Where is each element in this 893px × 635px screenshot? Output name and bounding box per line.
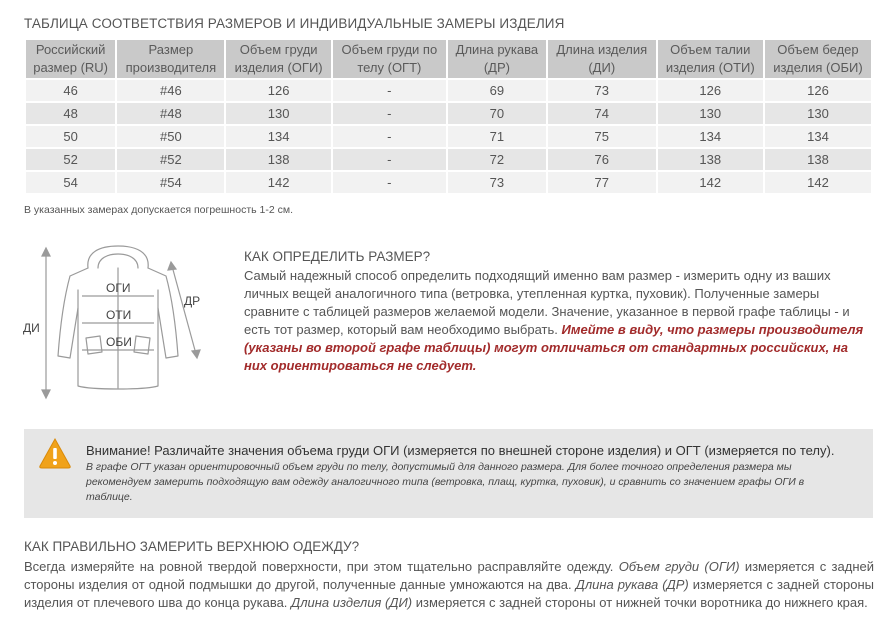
dr-arrow-bottom bbox=[192, 350, 200, 358]
oti-label: ОТИ bbox=[106, 308, 132, 322]
left-sleeve-outline bbox=[58, 268, 88, 358]
header-line: Длина рукава bbox=[455, 42, 539, 57]
header-ogi bbox=[226, 40, 330, 78]
table-cell: 71 bbox=[448, 126, 546, 147]
table-cell: 73 bbox=[448, 172, 546, 193]
table-cell: 138 bbox=[765, 149, 871, 170]
how-to-size-section bbox=[244, 248, 869, 375]
table-row bbox=[26, 103, 871, 124]
header-line: Объем бедер bbox=[777, 42, 859, 57]
attention-text: В графе ОГТ указан ориентировочный объем груди по телу, допустимый для данного размера. Для более точного определения размера мы рекомендуем замерить подходящую вам одежду аналогичного типа (ветровка, плащ, куртка, пуховик), и сравнить со значением графы ОГИ в таблице. bbox=[86, 461, 805, 503]
table-cell: 70 bbox=[448, 103, 546, 124]
table-cell: #46 bbox=[117, 80, 224, 101]
table-cell: 75 bbox=[548, 126, 656, 147]
size-table-header-row bbox=[26, 40, 871, 78]
header-maker-size bbox=[117, 40, 224, 78]
tolerance-note: В указанных замерах допускается погрешность 1-2 см. bbox=[24, 204, 293, 216]
table-cell: 74 bbox=[548, 103, 656, 124]
warning-triangle bbox=[38, 437, 72, 469]
header-line: Объем талии bbox=[670, 42, 751, 57]
hood-outline bbox=[88, 246, 148, 268]
table-cell: 142 bbox=[658, 172, 763, 193]
dr-arrow-top bbox=[168, 262, 176, 270]
size-table bbox=[24, 38, 873, 195]
manufacturer-size-warning: Имейте в виду, что размеры производителя (указаны во второй графе таблицы) могут отличаться от стандартных российских, на них ориентироваться не следует. bbox=[244, 322, 864, 373]
header-line: изделия (ОГИ) bbox=[234, 60, 323, 75]
measure-text-part: измеряется с задней стороны изделия от плечевого шва до конца рукава. bbox=[24, 577, 875, 610]
table-cell: #50 bbox=[117, 126, 224, 147]
table-cell: 134 bbox=[765, 126, 871, 147]
measure-term-di: Длина изделия (ДИ) bbox=[291, 595, 413, 610]
table-cell: 142 bbox=[226, 172, 330, 193]
table-cell: #52 bbox=[117, 149, 224, 170]
table-cell: 77 bbox=[548, 172, 656, 193]
table-cell: 72 bbox=[448, 149, 546, 170]
table-cell: - bbox=[333, 103, 446, 124]
header-dr bbox=[448, 40, 546, 78]
table-cell: 130 bbox=[658, 103, 763, 124]
table-row bbox=[26, 149, 871, 170]
header-line: Объем груди по bbox=[341, 42, 438, 57]
table-cell: 69 bbox=[448, 80, 546, 101]
table-cell: 126 bbox=[226, 80, 330, 101]
measure-term-ogi: Объем груди (ОГИ) bbox=[618, 559, 740, 574]
table-cell: 50 bbox=[26, 126, 115, 147]
table-cell: 130 bbox=[765, 103, 871, 124]
table-cell: 138 bbox=[658, 149, 763, 170]
dr-measure-line bbox=[172, 266, 196, 354]
header-line: (ДР) bbox=[483, 60, 510, 75]
right-sleeve-outline bbox=[148, 268, 178, 358]
how-to-size-title: КАК ОПРЕДЕЛИТЬ РАЗМЕР? bbox=[244, 249, 431, 264]
table-cell: - bbox=[333, 126, 446, 147]
measure-term-dr: Длина рукава (ДР) bbox=[575, 577, 689, 592]
header-line: (ДИ) bbox=[588, 60, 616, 75]
warning-icon bbox=[38, 437, 72, 474]
dr-label: ДР bbox=[184, 294, 201, 308]
measure-text-part: измеряется с задней стороны от нижней точки воротника до нижнего края. bbox=[412, 595, 868, 610]
page-title: ТАБЛИЦА СООТВЕТСТВИЯ РАЗМЕРОВ И ИНДИВИДУАЛЬНЫЕ ЗАМЕРЫ ИЗДЕЛИЯ bbox=[24, 16, 565, 31]
table-cell: - bbox=[333, 172, 446, 193]
header-di bbox=[548, 40, 656, 78]
header-line: Длина изделия bbox=[556, 42, 648, 57]
table-cell: 126 bbox=[658, 80, 763, 101]
how-to-measure-text bbox=[24, 558, 874, 612]
how-to-size-text bbox=[244, 267, 869, 375]
header-line: Размер bbox=[148, 42, 194, 57]
table-cell: 134 bbox=[226, 126, 330, 147]
measure-text-part: измеряется с задней стороны изделия от одной подмышки до другой, полученные данные умножаются на два. bbox=[24, 559, 874, 592]
header-line: изделия (ОТИ) bbox=[665, 60, 755, 75]
header-ru-size bbox=[26, 40, 115, 78]
table-cell: 54 bbox=[26, 172, 115, 193]
di-arrow-top bbox=[42, 248, 50, 256]
table-row bbox=[26, 126, 871, 147]
table-cell: - bbox=[333, 149, 446, 170]
header-line: размер (RU) bbox=[33, 60, 108, 75]
header-line: телу (ОГТ) bbox=[357, 60, 422, 75]
right-pocket bbox=[134, 336, 150, 354]
header-line: производителя bbox=[125, 60, 217, 75]
obi-label: ОБИ bbox=[106, 335, 132, 349]
table-cell: 142 bbox=[765, 172, 871, 193]
header-obi bbox=[765, 40, 871, 78]
table-row bbox=[26, 172, 871, 193]
header-oti bbox=[658, 40, 763, 78]
di-label: ДИ bbox=[23, 321, 40, 335]
header-line: Объем груди bbox=[239, 42, 318, 57]
table-cell: 73 bbox=[548, 80, 656, 101]
left-pocket bbox=[86, 336, 102, 354]
table-cell: 138 bbox=[226, 149, 330, 170]
how-to-measure-title: КАК ПРАВИЛЬНО ЗАМЕРИТЬ ВЕРХНЮЮ ОДЕЖДУ? bbox=[24, 539, 360, 554]
table-cell: - bbox=[333, 80, 446, 101]
di-arrow-bottom bbox=[42, 390, 50, 398]
coat-illustration bbox=[20, 238, 220, 408]
attention-box bbox=[24, 429, 873, 518]
table-cell: 134 bbox=[658, 126, 763, 147]
table-cell: 76 bbox=[548, 149, 656, 170]
ogi-label: ОГИ bbox=[106, 281, 131, 295]
table-cell: #54 bbox=[117, 172, 224, 193]
table-cell: 52 bbox=[26, 149, 115, 170]
table-cell: 48 bbox=[26, 103, 115, 124]
table-cell: #48 bbox=[117, 103, 224, 124]
how-to-size-body: Самый надежный способ определить подходящий именно вам размер - измерить одну из ваших личных вещей аналогичного типа (ветровка, утепленная куртка, пуховик). Полученные замеры сравните с таблицей размеров желаемой модели. Значение, указанное в первой графе таблицы - и есть тот размер, который вам необходимо выбрать. bbox=[244, 268, 850, 337]
coat-diagram bbox=[20, 238, 220, 408]
table-cell: 130 bbox=[226, 103, 330, 124]
attention-title: Внимание! Различайте значения объема груди ОГИ (измеряется по внешней стороне изделия) и ОГТ (измеряется по телу). bbox=[86, 443, 835, 458]
hood-inner-outline bbox=[98, 254, 138, 268]
table-cell: 126 bbox=[765, 80, 871, 101]
header-line: изделия (ОБИ) bbox=[773, 60, 863, 75]
table-cell: 46 bbox=[26, 80, 115, 101]
header-line: Российский bbox=[35, 42, 106, 57]
table-row bbox=[26, 80, 871, 101]
header-ogt bbox=[333, 40, 446, 78]
how-to-measure-section bbox=[24, 538, 874, 612]
measure-text-part: Всегда измеряйте на ровной твердой поверхности, при этом тщательно расправляйте одежду. bbox=[24, 559, 619, 574]
